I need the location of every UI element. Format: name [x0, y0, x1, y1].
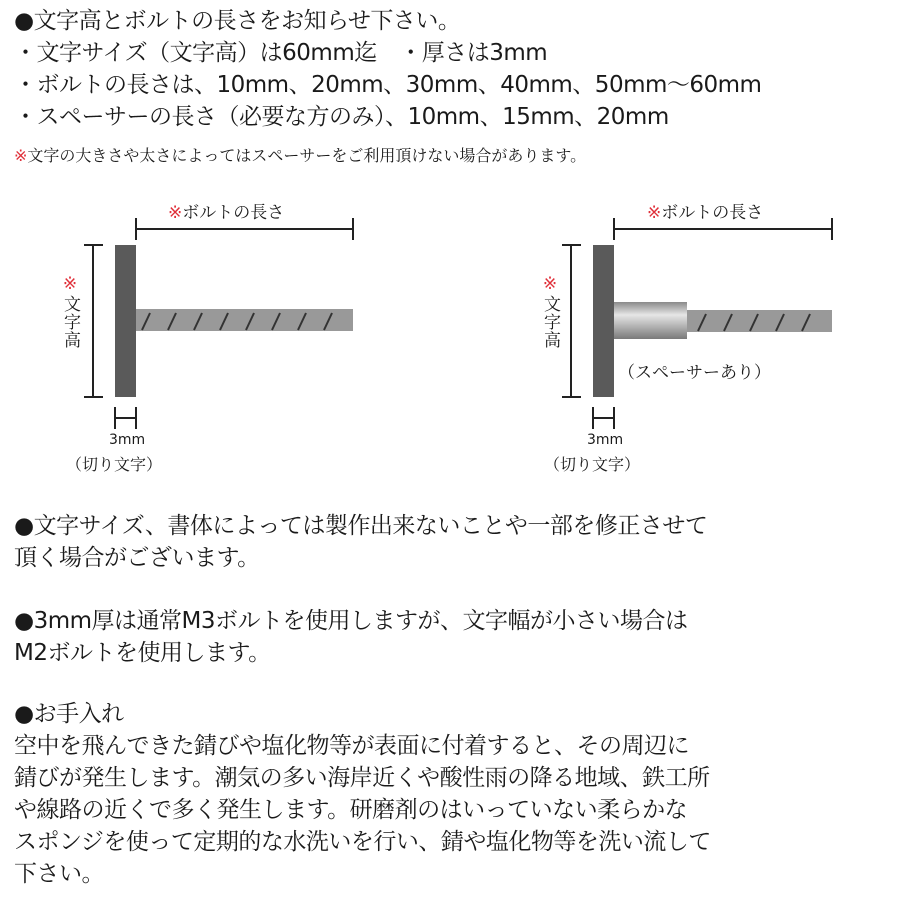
bolt-length-text: ボルトの長さ: [182, 203, 285, 223]
note-mark: ※: [168, 203, 183, 223]
text-line: ●文字サイズ、書体によっては製作出来ないことや一部を修正させて: [14, 513, 708, 539]
note: [14, 143, 586, 166]
thickness-note: （切り文字）: [544, 455, 641, 474]
section-care: [14, 698, 711, 890]
note-mark: ※: [540, 274, 560, 295]
thickness-label: 3mm: [587, 432, 624, 448]
text-line: 空中を飛んできた錆びや塩化物等が表面に付着すると、その周辺に: [14, 733, 689, 759]
section-heading: ●お手入れ: [14, 701, 124, 727]
bolt-length-text: ボルトの長さ: [661, 203, 764, 223]
text-line: ●3mm厚は通常M3ボルトを使用しますが、文字幅が小さい場合は: [14, 608, 688, 634]
bolt-length-label: [647, 198, 763, 223]
note-mark: ※: [647, 203, 662, 223]
text-line: 下さい。: [14, 861, 104, 887]
diagram-no-spacer: [50, 190, 380, 480]
text-line: 頂く場合がございます。: [14, 545, 260, 571]
section-bolt: [14, 605, 688, 669]
header-title: ●文字高とボルトの長さをお知らせ下さい。: [14, 8, 461, 34]
note-text: 文字の大きさや太さによってはスペーサーをご利用頂けない場合があります。: [27, 146, 587, 165]
spec-line: ・文字サイズ（文字高）は60mm迄 ・厚さは3mm: [14, 40, 548, 66]
note-mark: ※: [60, 274, 80, 295]
spacer: [614, 302, 687, 339]
bolt-length-label: [168, 198, 284, 223]
letter-plate: [115, 245, 136, 397]
letter-plate: [593, 245, 614, 397]
spec-line: ・ボルトの長さは、10mm、20mm、30mm、40mm、50mm〜60mm: [14, 72, 762, 98]
letter-height-text: 文字高: [540, 295, 560, 349]
thickness-label: 3mm: [109, 432, 146, 448]
text-line: や線路の近くで多く発生します。研磨剤のはいっていない柔らかな: [14, 797, 688, 823]
bolt-diagram: [50, 190, 380, 480]
note-mark: ※: [14, 146, 28, 165]
spec-line: ・スペーサーの長さ（必要な方のみ）、10mm、15mm、20mm: [14, 104, 669, 130]
diagram-with-spacer: [530, 190, 860, 480]
thickness-note: （切り文字）: [66, 455, 163, 474]
spacer-label: （スペーサーあり）: [618, 363, 771, 383]
bolt: [687, 310, 832, 332]
letter-height-text: 文字高: [60, 295, 80, 349]
text-line: 錆びが発生します。潮気の多い海岸近くや酸性雨の降る地域、鉄工所: [14, 765, 710, 791]
text-line: スポンジを使って定期的な水洗いを行い、錆や塩化物等を洗い流して: [14, 829, 711, 855]
bolt-diagram: [530, 190, 860, 480]
text-line: M2ボルトを使用します。: [14, 640, 271, 666]
letter-height-label: [58, 274, 83, 349]
letter-height-label: [538, 274, 563, 349]
section-production: [14, 510, 707, 574]
